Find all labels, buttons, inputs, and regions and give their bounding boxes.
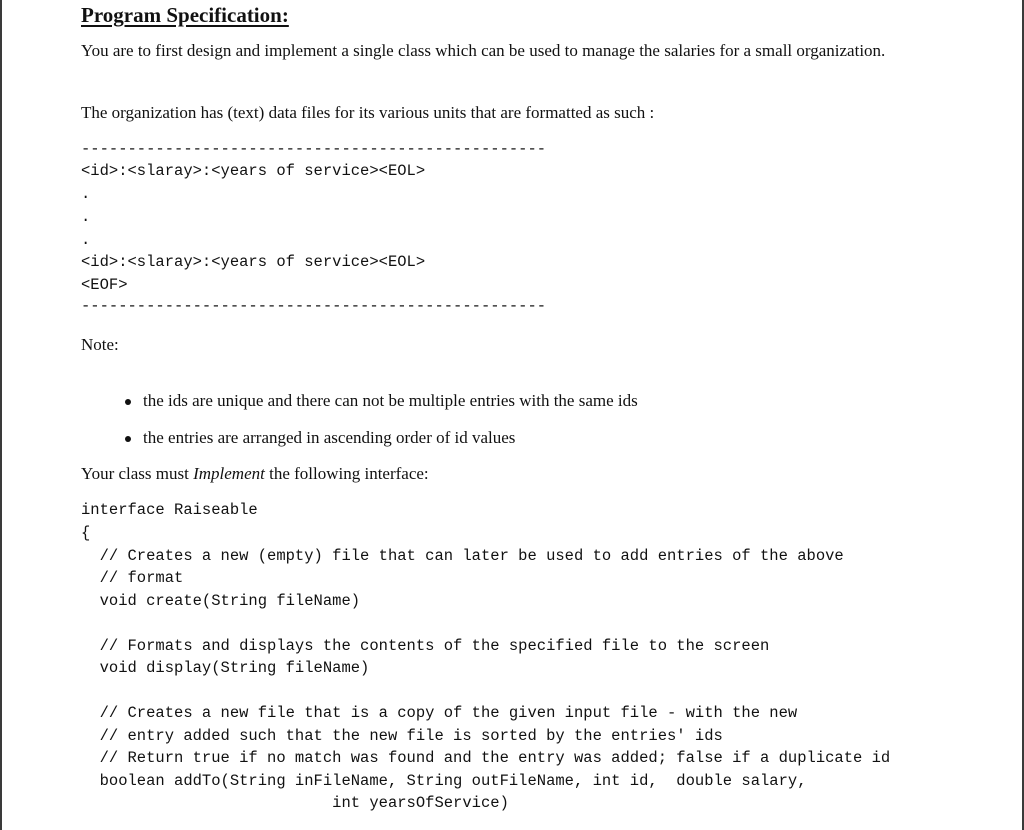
note-bullet-text: the ids are unique and there can not be multiple entries with the same ids [143, 391, 638, 410]
section-title: Program Specification: [81, 3, 289, 27]
code-line: boolean addTo(String inFileName, String outFileName, int id, double salary, [81, 772, 807, 790]
format-intro-paragraph: The organization has (text) data files for its various units that are formatted as such : [81, 103, 655, 122]
bullet-icon [125, 399, 131, 405]
format-ellipsis-dot: . [81, 208, 91, 226]
code-line: // Creates a new file that is a copy of the given input file - with the new [81, 704, 798, 722]
bullet-icon [125, 436, 131, 442]
interface-intro-emphasis: Implement [193, 464, 265, 483]
code-line: interface Raiseable [81, 501, 258, 519]
format-eof-line: <EOF> [81, 276, 128, 294]
code-line: // entry added such that the new file is sorted by the entries' ids [81, 727, 723, 745]
note-bullet-text: the entries are arranged in ascending order of id values [143, 428, 516, 447]
page-frame-left [0, 0, 2, 830]
format-dash-line-bottom: -------------------------------------------------- [81, 297, 547, 315]
code-line: int yearsOfService) [81, 794, 509, 812]
code-line: // Formats and displays the contents of the specified file to the screen [81, 637, 770, 655]
code-line: // Creates a new (empty) file that can later be used to add entries of the above [81, 547, 844, 565]
format-record-line-first: <id>:<slaray>:<years of service><EOL> [81, 162, 426, 180]
format-record-line-last: <id>:<slaray>:<years of service><EOL> [81, 253, 426, 271]
code-line: // Return true if no match was found and the entry was added; false if a duplicate id [81, 749, 891, 767]
format-ellipsis-dot: . [81, 185, 91, 203]
note-bullet-item [108, 408, 515, 468]
code-line: void display(String fileName) [81, 659, 370, 677]
code-line: void create(String fileName) [81, 592, 361, 610]
format-dash-line-top: -------------------------------------------------- [81, 140, 547, 158]
code-line: { [81, 524, 91, 542]
note-label: Note: [81, 335, 119, 354]
interface-intro-before: Your class must [81, 464, 194, 483]
interface-intro-after: the following interface: [264, 464, 429, 483]
format-ellipsis-dot: . [81, 231, 91, 249]
intro-paragraph: You are to first design and implement a single class which can be used to manage the salaries for a small organization. [81, 41, 886, 60]
code-line: // format [81, 569, 184, 587]
interface-intro-paragraph [81, 462, 951, 485]
